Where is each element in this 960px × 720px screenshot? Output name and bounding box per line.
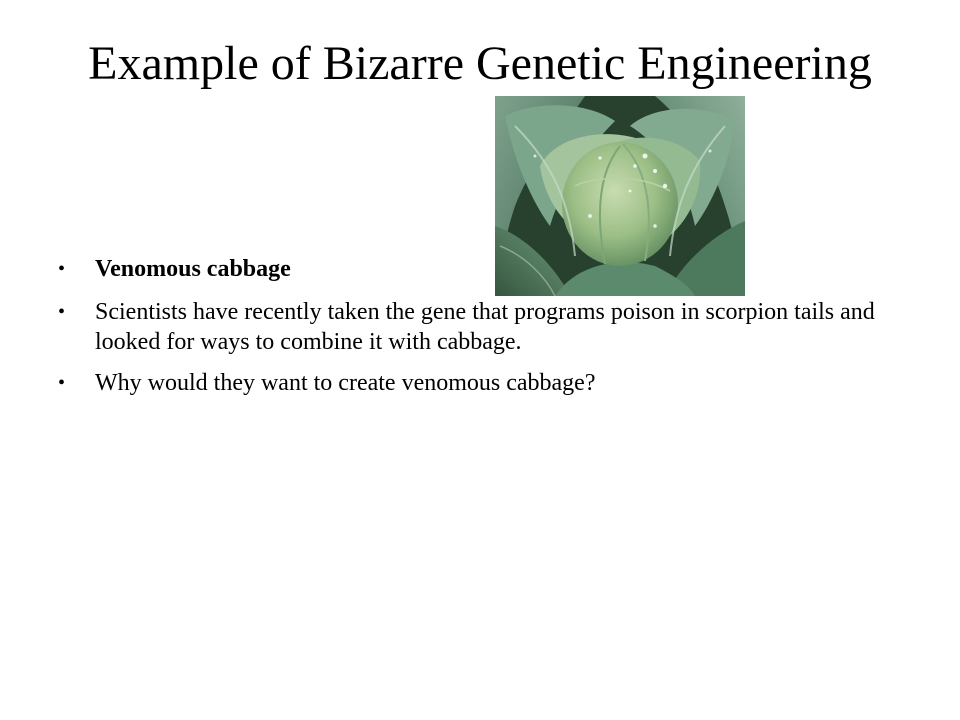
bullet-text: Why would they want to create venomous cabbage? [95,370,596,396]
slide-title: Example of Bizarre Genetic Engineering [88,37,872,90]
bullet-item [58,254,928,284]
bullet-item [58,368,928,398]
bullet-list [58,254,928,409]
bullet-icon: • [58,372,66,394]
bullet-text: Venomous cabbage [95,256,291,282]
bullet-text: Scientists have recently taken the gene that programs poison in scorpion tails and looked for ways to combine it with cabbage. [95,299,875,355]
bullet-item [58,297,928,357]
bullet-icon: • [58,301,66,323]
bullet-icon: • [58,258,66,280]
